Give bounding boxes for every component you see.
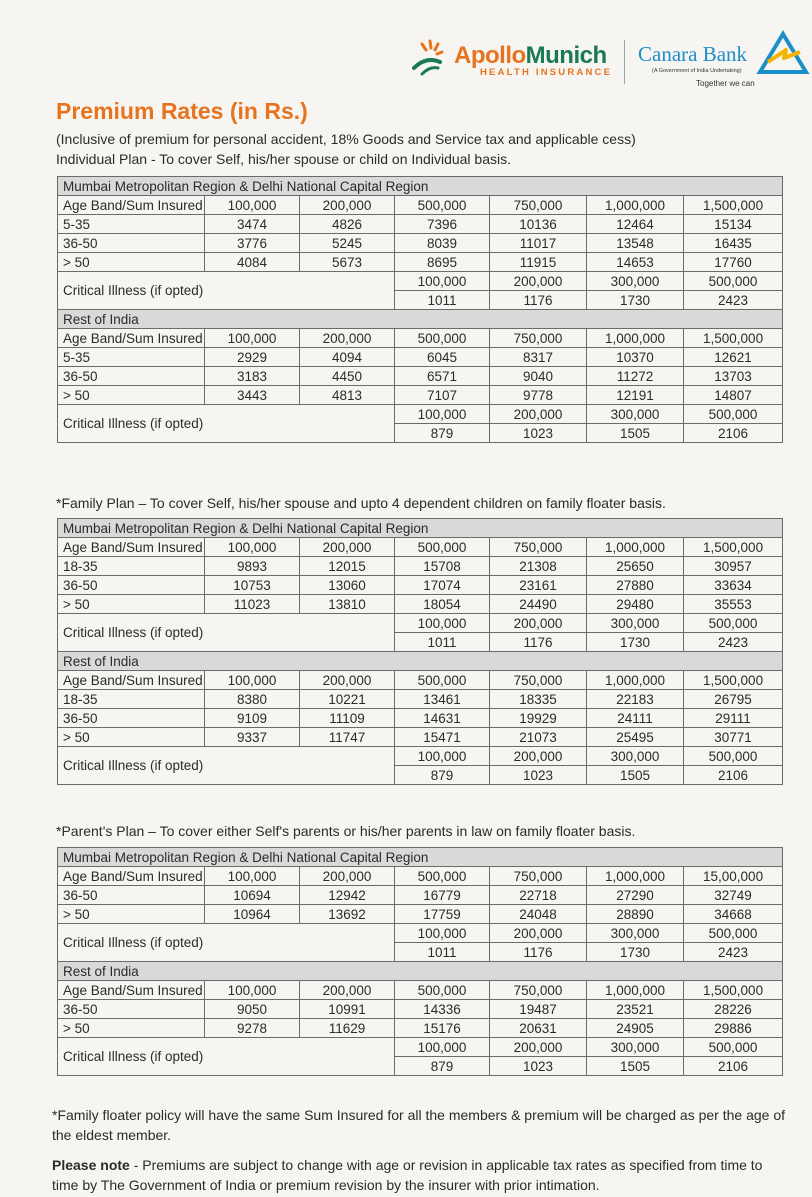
premium-cell: 15471 bbox=[395, 728, 490, 747]
premium-cell: 6045 bbox=[395, 348, 490, 367]
premium-cell: 15134 bbox=[684, 215, 783, 234]
sum-insured-header: 1,500,000 bbox=[684, 196, 783, 215]
premium-cell: 4450 bbox=[300, 367, 395, 386]
critical-illness-premium-cell: 2423 bbox=[684, 291, 783, 310]
premium-cell: 24111 bbox=[587, 709, 684, 728]
premium-cell: 19929 bbox=[490, 709, 587, 728]
premium-cell: 20631 bbox=[490, 1019, 587, 1038]
premium-cell: 26795 bbox=[684, 690, 783, 709]
premium-cell: 8039 bbox=[395, 234, 490, 253]
individual-plan-description: Individual Plan - To cover Self, his/her spouse or child on Individual basis. bbox=[56, 151, 511, 167]
age-band-header: Age Band/Sum Insured bbox=[58, 671, 205, 690]
table-row bbox=[58, 1019, 783, 1038]
sum-insured-header: 1,000,000 bbox=[587, 981, 684, 1000]
premium-cell: 4084 bbox=[205, 253, 300, 272]
critical-illness-sum-cell: 100,000 bbox=[395, 924, 490, 943]
table-row bbox=[58, 215, 783, 234]
premium-cell: 7396 bbox=[395, 215, 490, 234]
premium-cell: 17074 bbox=[395, 576, 490, 595]
logo-divider bbox=[624, 40, 625, 84]
critical-illness-sum-cell: 200,000 bbox=[490, 1038, 587, 1057]
premium-cell: 11272 bbox=[587, 367, 684, 386]
premium-cell: 24490 bbox=[490, 595, 587, 614]
premium-cell: 14653 bbox=[587, 253, 684, 272]
premium-cell: 15176 bbox=[395, 1019, 490, 1038]
parents-plan-description: *Parent's Plan – To cover either Self's parents or his/her parents in law on family floater basis. bbox=[56, 823, 636, 839]
sum-insured-header: 200,000 bbox=[300, 538, 395, 557]
age-band-header: Age Band/Sum Insured bbox=[58, 538, 205, 557]
premium-cell: 9109 bbox=[205, 709, 300, 728]
critical-illness-premium-cell: 879 bbox=[395, 424, 490, 443]
premium-cell: 28226 bbox=[684, 1000, 783, 1019]
critical-illness-premium-cell: 1176 bbox=[490, 633, 587, 652]
critical-illness-sum-cell: 100,000 bbox=[395, 272, 490, 291]
critical-illness-sum-cell: 500,000 bbox=[684, 614, 783, 633]
critical-illness-premium-cell: 1730 bbox=[587, 291, 684, 310]
sum-insured-header: 1,500,000 bbox=[684, 981, 783, 1000]
sum-insured-header: 750,000 bbox=[490, 538, 587, 557]
premium-cell: 11109 bbox=[300, 709, 395, 728]
critical-illness-sum-cell: 200,000 bbox=[490, 405, 587, 424]
sum-insured-header: 1,500,000 bbox=[684, 538, 783, 557]
premium-cell: 14631 bbox=[395, 709, 490, 728]
critical-illness-sum-cell: 200,000 bbox=[490, 272, 587, 291]
table-row bbox=[58, 348, 783, 367]
premium-cell: 13692 bbox=[300, 905, 395, 924]
premium-cell: 10964 bbox=[205, 905, 300, 924]
critical-illness-premium-cell: 879 bbox=[395, 766, 490, 785]
premium-cell: 13548 bbox=[587, 234, 684, 253]
individual-plan-table bbox=[57, 176, 783, 443]
premium-cell: 17760 bbox=[684, 253, 783, 272]
critical-illness-premium-cell: 1011 bbox=[395, 291, 490, 310]
apollo-logo-icon bbox=[412, 38, 452, 78]
premium-cell: 8695 bbox=[395, 253, 490, 272]
premium-cell: 9050 bbox=[205, 1000, 300, 1019]
age-band-cell: 36-50 bbox=[58, 576, 205, 595]
premium-cell: 33634 bbox=[684, 576, 783, 595]
critical-illness-premium-cell: 1505 bbox=[587, 766, 684, 785]
critical-illness-premium-cell: 2423 bbox=[684, 633, 783, 652]
region-header-row bbox=[58, 962, 783, 981]
page-title: Premium Rates (in Rs.) bbox=[56, 98, 308, 124]
please-note-text: - Premiums are subject to change with age or revision in applicable tax rates as specified from time to time by The Government of India or premium revision by the insurer with prior intimation. bbox=[52, 1157, 763, 1193]
critical-illness-premium-cell: 879 bbox=[395, 1057, 490, 1076]
premium-cell: 8317 bbox=[490, 348, 587, 367]
premium-cell: 34668 bbox=[684, 905, 783, 924]
premium-cell: 5673 bbox=[300, 253, 395, 272]
age-band-cell: 36-50 bbox=[58, 367, 205, 386]
canara-tagline: Together we can bbox=[696, 79, 755, 88]
critical-illness-premium-cell: 1730 bbox=[587, 943, 684, 962]
premium-cell: 9278 bbox=[205, 1019, 300, 1038]
sum-insured-header: 100,000 bbox=[205, 329, 300, 348]
apollo-subtitle: HEALTH INSURANCE bbox=[480, 67, 613, 78]
premium-cell: 6571 bbox=[395, 367, 490, 386]
premium-cell: 4826 bbox=[300, 215, 395, 234]
premium-cell: 14336 bbox=[395, 1000, 490, 1019]
region-header-row bbox=[58, 848, 783, 867]
premium-cell: 11629 bbox=[300, 1019, 395, 1038]
sum-insured-header: 1,000,000 bbox=[587, 538, 684, 557]
sum-insured-header-row bbox=[58, 329, 783, 348]
premium-cell: 5245 bbox=[300, 234, 395, 253]
critical-illness-premium-cell: 1023 bbox=[490, 766, 587, 785]
age-band-cell: 18-35 bbox=[58, 557, 205, 576]
age-band-cell: 36-50 bbox=[58, 709, 205, 728]
please-note-footnote bbox=[52, 1155, 792, 1195]
canara-name: Canara Bank bbox=[638, 42, 748, 66]
premium-cell: 13060 bbox=[300, 576, 395, 595]
premium-cell: 22183 bbox=[587, 690, 684, 709]
critical-illness-premium-cell: 1011 bbox=[395, 943, 490, 962]
premium-cell: 12015 bbox=[300, 557, 395, 576]
critical-illness-sum-cell: 500,000 bbox=[684, 924, 783, 943]
critical-illness-sum-cell: 200,000 bbox=[490, 924, 587, 943]
age-band-cell: 18-35 bbox=[58, 690, 205, 709]
age-band-cell: 36-50 bbox=[58, 234, 205, 253]
region-name: Mumbai Metropolitan Region & Delhi National Capital Region bbox=[58, 519, 783, 538]
premium-cell: 10136 bbox=[490, 215, 587, 234]
family-plan-description: *Family Plan – To cover Self, his/her spouse and upto 4 dependent children on family floater basis. bbox=[56, 495, 666, 511]
sum-insured-header: 200,000 bbox=[300, 671, 395, 690]
premium-cell: 11017 bbox=[490, 234, 587, 253]
region-name: Rest of India bbox=[58, 310, 783, 329]
table-row bbox=[58, 728, 783, 747]
critical-illness-sum-cell: 300,000 bbox=[587, 1038, 684, 1057]
critical-illness-premium-cell: 1176 bbox=[490, 291, 587, 310]
sum-insured-header-row bbox=[58, 196, 783, 215]
table-row bbox=[58, 557, 783, 576]
region-header-row bbox=[58, 177, 783, 196]
sum-insured-header: 500,000 bbox=[395, 196, 490, 215]
premium-cell: 25495 bbox=[587, 728, 684, 747]
premium-cell: 12191 bbox=[587, 386, 684, 405]
sum-insured-header: 750,000 bbox=[490, 196, 587, 215]
premium-cell: 29111 bbox=[684, 709, 783, 728]
critical-illness-sum-cell: 300,000 bbox=[587, 614, 684, 633]
critical-illness-sum-cell: 200,000 bbox=[490, 614, 587, 633]
apollo-name: ApolloMunich bbox=[454, 42, 607, 69]
premium-cell: 12621 bbox=[684, 348, 783, 367]
region-name: Rest of India bbox=[58, 962, 783, 981]
age-band-cell: > 50 bbox=[58, 728, 205, 747]
parents-plan-table bbox=[57, 847, 783, 1076]
region-name: Rest of India bbox=[58, 652, 783, 671]
sum-insured-header-row bbox=[58, 671, 783, 690]
sum-insured-header: 100,000 bbox=[205, 196, 300, 215]
sum-insured-header: 200,000 bbox=[300, 867, 395, 886]
critical-illness-sum-cell: 200,000 bbox=[490, 747, 587, 766]
premium-cell: 21308 bbox=[490, 557, 587, 576]
sum-insured-header-row bbox=[58, 538, 783, 557]
critical-illness-sum-cell: 500,000 bbox=[684, 405, 783, 424]
age-band-header: Age Band/Sum Insured bbox=[58, 981, 205, 1000]
premium-cell: 29886 bbox=[684, 1019, 783, 1038]
sum-insured-header: 200,000 bbox=[300, 981, 395, 1000]
apollo-munich-logo bbox=[412, 38, 612, 82]
sum-insured-header: 500,000 bbox=[395, 867, 490, 886]
region-header-row bbox=[58, 652, 783, 671]
age-band-cell: 5-35 bbox=[58, 215, 205, 234]
premium-cell: 3183 bbox=[205, 367, 300, 386]
premium-cell: 18335 bbox=[490, 690, 587, 709]
premium-cell: 35553 bbox=[684, 595, 783, 614]
critical-illness-premium-cell: 1023 bbox=[490, 1057, 587, 1076]
critical-illness-sum-cell: 300,000 bbox=[587, 272, 684, 291]
sum-insured-header-row bbox=[58, 981, 783, 1000]
premium-cell: 10221 bbox=[300, 690, 395, 709]
table-row bbox=[58, 1000, 783, 1019]
sum-insured-header: 500,000 bbox=[395, 538, 490, 557]
premium-cell: 24905 bbox=[587, 1019, 684, 1038]
critical-illness-sum-cell: 500,000 bbox=[684, 1038, 783, 1057]
sum-insured-header: 750,000 bbox=[490, 867, 587, 886]
sum-insured-header: 750,000 bbox=[490, 329, 587, 348]
premium-cell: 10694 bbox=[205, 886, 300, 905]
premium-cell: 10991 bbox=[300, 1000, 395, 1019]
table-row bbox=[58, 253, 783, 272]
premium-cell: 17759 bbox=[395, 905, 490, 924]
critical-illness-label: Critical Illness (if opted) bbox=[58, 405, 395, 443]
critical-illness-sum-row bbox=[58, 747, 783, 766]
critical-illness-sum-row bbox=[58, 924, 783, 943]
sum-insured-header: 100,000 bbox=[205, 671, 300, 690]
premium-cell: 23521 bbox=[587, 1000, 684, 1019]
premium-cell: 2929 bbox=[205, 348, 300, 367]
premium-cell: 9778 bbox=[490, 386, 587, 405]
premium-cell: 28890 bbox=[587, 905, 684, 924]
critical-illness-sum-row bbox=[58, 272, 783, 291]
premium-cell: 19487 bbox=[490, 1000, 587, 1019]
critical-illness-sum-cell: 100,000 bbox=[395, 405, 490, 424]
premium-cell: 27290 bbox=[587, 886, 684, 905]
premium-cell: 12942 bbox=[300, 886, 395, 905]
premium-cell: 30957 bbox=[684, 557, 783, 576]
premium-cell: 16435 bbox=[684, 234, 783, 253]
table-row bbox=[58, 690, 783, 709]
region-header-row bbox=[58, 310, 783, 329]
region-name: Mumbai Metropolitan Region & Delhi National Capital Region bbox=[58, 848, 783, 867]
critical-illness-label: Critical Illness (if opted) bbox=[58, 1038, 395, 1076]
premium-cell: 11023 bbox=[205, 595, 300, 614]
canara-bank-logo bbox=[638, 40, 810, 92]
critical-illness-sum-cell: 300,000 bbox=[587, 747, 684, 766]
premium-cell: 27880 bbox=[587, 576, 684, 595]
premium-cell: 11747 bbox=[300, 728, 395, 747]
sum-insured-header: 100,000 bbox=[205, 981, 300, 1000]
premium-cell: 15708 bbox=[395, 557, 490, 576]
table-row bbox=[58, 905, 783, 924]
sum-insured-header: 200,000 bbox=[300, 196, 395, 215]
premium-cell: 9337 bbox=[205, 728, 300, 747]
sum-insured-header: 1,000,000 bbox=[587, 196, 684, 215]
premium-cell: 30771 bbox=[684, 728, 783, 747]
premium-cell: 23161 bbox=[490, 576, 587, 595]
please-note-label: Please note bbox=[52, 1157, 130, 1173]
critical-illness-label: Critical Illness (if opted) bbox=[58, 747, 395, 785]
critical-illness-premium-cell: 1505 bbox=[587, 424, 684, 443]
header bbox=[0, 0, 812, 100]
critical-illness-sum-row bbox=[58, 1038, 783, 1057]
age-band-cell: 36-50 bbox=[58, 1000, 205, 1019]
critical-illness-premium-cell: 2106 bbox=[684, 424, 783, 443]
age-band-cell: > 50 bbox=[58, 253, 205, 272]
premium-cell: 3474 bbox=[205, 215, 300, 234]
premium-cell: 10370 bbox=[587, 348, 684, 367]
critical-illness-sum-row bbox=[58, 614, 783, 633]
premium-cell: 8380 bbox=[205, 690, 300, 709]
canara-logo-icon bbox=[756, 28, 810, 78]
critical-illness-premium-cell: 1505 bbox=[587, 1057, 684, 1076]
premium-cell: 3443 bbox=[205, 386, 300, 405]
table-row bbox=[58, 709, 783, 728]
critical-illness-premium-cell: 1011 bbox=[395, 633, 490, 652]
table-row bbox=[58, 576, 783, 595]
region-name: Mumbai Metropolitan Region & Delhi National Capital Region bbox=[58, 177, 783, 196]
region-header-row bbox=[58, 519, 783, 538]
critical-illness-sum-cell: 100,000 bbox=[395, 614, 490, 633]
family-floater-footnote: *Family floater policy will have the same Sum Insured for all the members & premium will be charged as per the age of the eldest member. bbox=[52, 1107, 785, 1143]
critical-illness-premium-cell: 1023 bbox=[490, 424, 587, 443]
age-band-cell: > 50 bbox=[58, 595, 205, 614]
table-row bbox=[58, 886, 783, 905]
critical-illness-label: Critical Illness (if opted) bbox=[58, 272, 395, 310]
premium-cell: 9893 bbox=[205, 557, 300, 576]
age-band-header: Age Band/Sum Insured bbox=[58, 867, 205, 886]
sum-insured-header: 750,000 bbox=[490, 671, 587, 690]
premium-cell: 12464 bbox=[587, 215, 684, 234]
age-band-cell: 36-50 bbox=[58, 886, 205, 905]
premium-cell: 9040 bbox=[490, 367, 587, 386]
critical-illness-label: Critical Illness (if opted) bbox=[58, 924, 395, 962]
premium-cell: 3776 bbox=[205, 234, 300, 253]
sum-insured-header: 1,000,000 bbox=[587, 329, 684, 348]
sum-insured-header: 100,000 bbox=[205, 867, 300, 886]
critical-illness-label: Critical Illness (if opted) bbox=[58, 614, 395, 652]
sum-insured-header: 100,000 bbox=[205, 538, 300, 557]
premium-cell: 13703 bbox=[684, 367, 783, 386]
critical-illness-sum-row bbox=[58, 405, 783, 424]
premium-cell: 18054 bbox=[395, 595, 490, 614]
premium-cell: 24048 bbox=[490, 905, 587, 924]
premium-cell: 4094 bbox=[300, 348, 395, 367]
critical-illness-premium-cell: 1730 bbox=[587, 633, 684, 652]
premium-cell: 11915 bbox=[490, 253, 587, 272]
critical-illness-premium-cell: 2106 bbox=[684, 766, 783, 785]
premium-inclusion-note: (Inclusive of premium for personal accident, 18% Goods and Service tax and applicable cess) bbox=[56, 131, 636, 147]
premium-cell: 10753 bbox=[205, 576, 300, 595]
premium-cell: 7107 bbox=[395, 386, 490, 405]
premium-cell: 32749 bbox=[684, 886, 783, 905]
age-band-cell: > 50 bbox=[58, 386, 205, 405]
table-row bbox=[58, 367, 783, 386]
premium-cell: 21073 bbox=[490, 728, 587, 747]
age-band-header: Age Band/Sum Insured bbox=[58, 196, 205, 215]
sum-insured-header: 1,500,000 bbox=[684, 329, 783, 348]
sum-insured-header: 500,000 bbox=[395, 981, 490, 1000]
age-band-cell: 5-35 bbox=[58, 348, 205, 367]
sum-insured-header: 1,000,000 bbox=[587, 867, 684, 886]
critical-illness-sum-cell: 100,000 bbox=[395, 747, 490, 766]
critical-illness-premium-cell: 1176 bbox=[490, 943, 587, 962]
critical-illness-premium-cell: 2423 bbox=[684, 943, 783, 962]
table-row bbox=[58, 386, 783, 405]
sum-insured-header: 1,500,000 bbox=[684, 671, 783, 690]
family-plan-table bbox=[57, 518, 783, 785]
premium-cell: 14807 bbox=[684, 386, 783, 405]
premium-cell: 22718 bbox=[490, 886, 587, 905]
canara-government-note: (A Government of India Undertaking) bbox=[652, 68, 742, 74]
age-band-cell: > 50 bbox=[58, 905, 205, 924]
sum-insured-header: 500,000 bbox=[395, 671, 490, 690]
sum-insured-header: 15,00,000 bbox=[684, 867, 783, 886]
table-row bbox=[58, 595, 783, 614]
critical-illness-sum-cell: 500,000 bbox=[684, 747, 783, 766]
sum-insured-header: 500,000 bbox=[395, 329, 490, 348]
table-row bbox=[58, 234, 783, 253]
premium-cell: 13810 bbox=[300, 595, 395, 614]
premium-cell: 13461 bbox=[395, 690, 490, 709]
premium-cell: 29480 bbox=[587, 595, 684, 614]
premium-cell: 25650 bbox=[587, 557, 684, 576]
premium-cell: 4813 bbox=[300, 386, 395, 405]
sum-insured-header: 1,000,000 bbox=[587, 671, 684, 690]
critical-illness-sum-cell: 300,000 bbox=[587, 924, 684, 943]
critical-illness-premium-cell: 2106 bbox=[684, 1057, 783, 1076]
sum-insured-header-row bbox=[58, 867, 783, 886]
critical-illness-sum-cell: 300,000 bbox=[587, 405, 684, 424]
critical-illness-sum-cell: 500,000 bbox=[684, 272, 783, 291]
age-band-header: Age Band/Sum Insured bbox=[58, 329, 205, 348]
sum-insured-header: 750,000 bbox=[490, 981, 587, 1000]
premium-cell: 16779 bbox=[395, 886, 490, 905]
sum-insured-header: 200,000 bbox=[300, 329, 395, 348]
age-band-cell: > 50 bbox=[58, 1019, 205, 1038]
critical-illness-sum-cell: 100,000 bbox=[395, 1038, 490, 1057]
